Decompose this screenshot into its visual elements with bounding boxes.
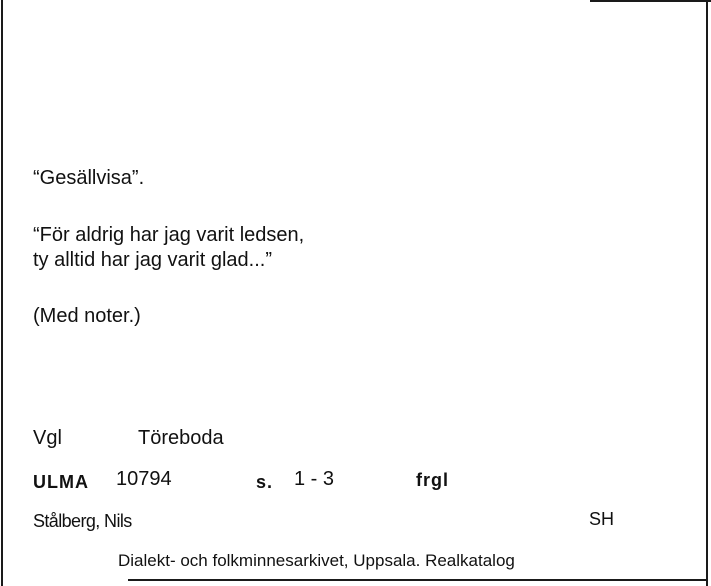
note: (Med noter.) [33, 305, 141, 327]
page-label: s. [256, 472, 274, 492]
card-footer: Dialekt- och folkminnesarkivet, Uppsala. Realkatalog [118, 551, 515, 570]
card-border-right [706, 0, 708, 586]
verse-line-1: “För aldrig har jag varit ledsen, [33, 224, 305, 246]
province: Vgl [33, 427, 62, 449]
archive-code: ULMA [33, 472, 89, 492]
category: frgl [416, 470, 449, 490]
collector: Stålberg, Nils [33, 511, 132, 531]
verse-line-2: ty alltid har jag varit glad...” [33, 249, 272, 271]
place: Töreboda [138, 427, 224, 449]
initials: SH [589, 509, 615, 529]
page-range: 1 - 3 [294, 468, 335, 490]
card-border-left [1, 0, 3, 586]
card-border-bottom [128, 579, 708, 581]
song-title: “Gesällvisa”. [33, 167, 145, 189]
archive-number: 10794 [116, 468, 172, 490]
card-border-top [590, 0, 711, 2]
